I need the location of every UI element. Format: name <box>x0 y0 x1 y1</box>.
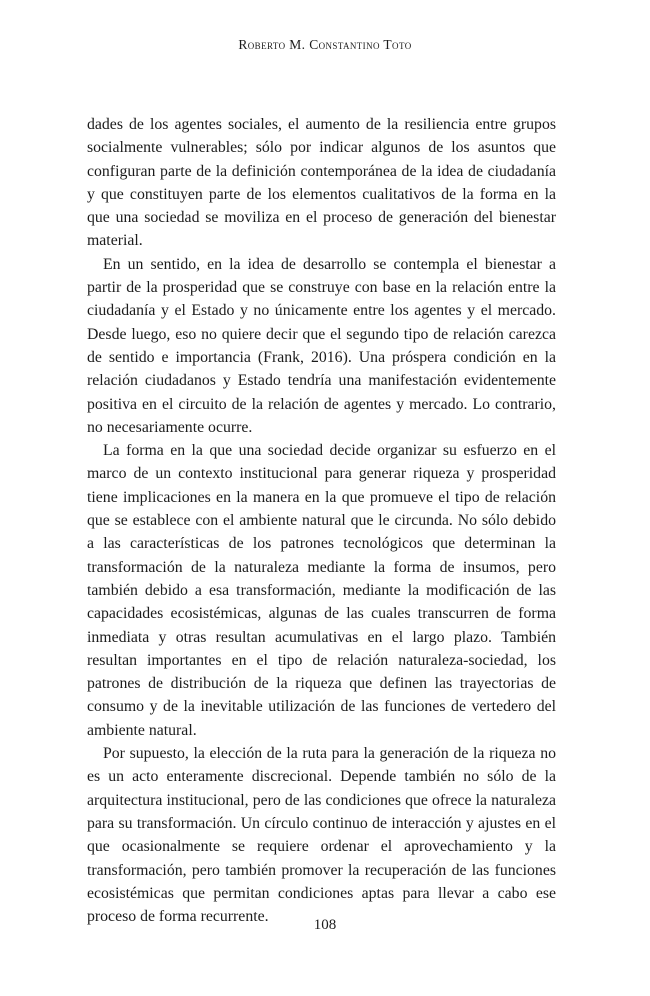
paragraph-eleccion-ruta: Por supuesto, la elección de la ruta para la generación de la riqueza no es un acto enteramente discrecional. Depende también no sólo de la arquitectura institucional, pero de las condiciones que ofrece la naturaleza para su transformación. Un círculo continuo de interacción y ajustes en el que ocasionalmente se requiere ordenar el aprovechamiento y la transformación, pero también promover la recuperación de las funciones ecosistémicas que permitan condiciones aptas para llevar a cabo ese proceso de forma recurrente. <box>87 745 556 926</box>
paragraph-continuation: dades de los agentes sociales, el aumento de la resiliencia entre grupos socialmente vulnerables; sólo por indicar algunos de los asuntos que configuran parte de la definición contemporánea de la idea de ciudadanía y que constituyen parte de los elementos cualitativos de la forma en la que una sociedad se moviliza en el proceso de generación del bienestar material. <box>87 116 556 250</box>
paragraph-desarrollo: En un sentido, en la idea de desarrollo se contempla el bienestar a partir de la prosperidad que se construye con base en la relación entre la ciudadanía y el Estado y no únicamente entre los agentes y el mercado. Desde luego, eso no quiere decir que el segundo tipo de relación carezca de sentido e importancia (Frank, 2016). Una próspera condición en la relación ciudadanos y Estado tendría una manifestación evidentemente positiva en el circuito de la relación de agentes y mercado. Lo contrario, no necesariamente ocurre. <box>87 255 556 436</box>
paragraph-forma-sociedad: La forma en la que una sociedad decide organizar su esfuerzo en el marco de un contexto institucional para generar riqueza y prosperidad tiene implicaciones en la manera en la que promueve el tipo de relación que se establece con el ambiente natural que le circunda. No sólo debido a las características de los patrones tecnológicos que determinan la transformación de la naturaleza mediante la forma de insumos, pero también debido a esa transformación, mediante la modificación de las capacidades ecosistémicas, algunas de las cuales transcurren de forma inmediata y otras resultan acumulativas en el largo plazo. También resultan importantes en el tipo de relación naturaleza-sociedad, los patrones de distribución de la riqueza que definen las trayectorias de consumo y de la inevitable utilización de las funciones de vertedero del ambiente natural. <box>87 442 556 739</box>
running-head: Roberto M. Constantino Toto <box>238 37 412 52</box>
body-text <box>87 113 556 928</box>
page-number: 108 <box>313 917 337 933</box>
